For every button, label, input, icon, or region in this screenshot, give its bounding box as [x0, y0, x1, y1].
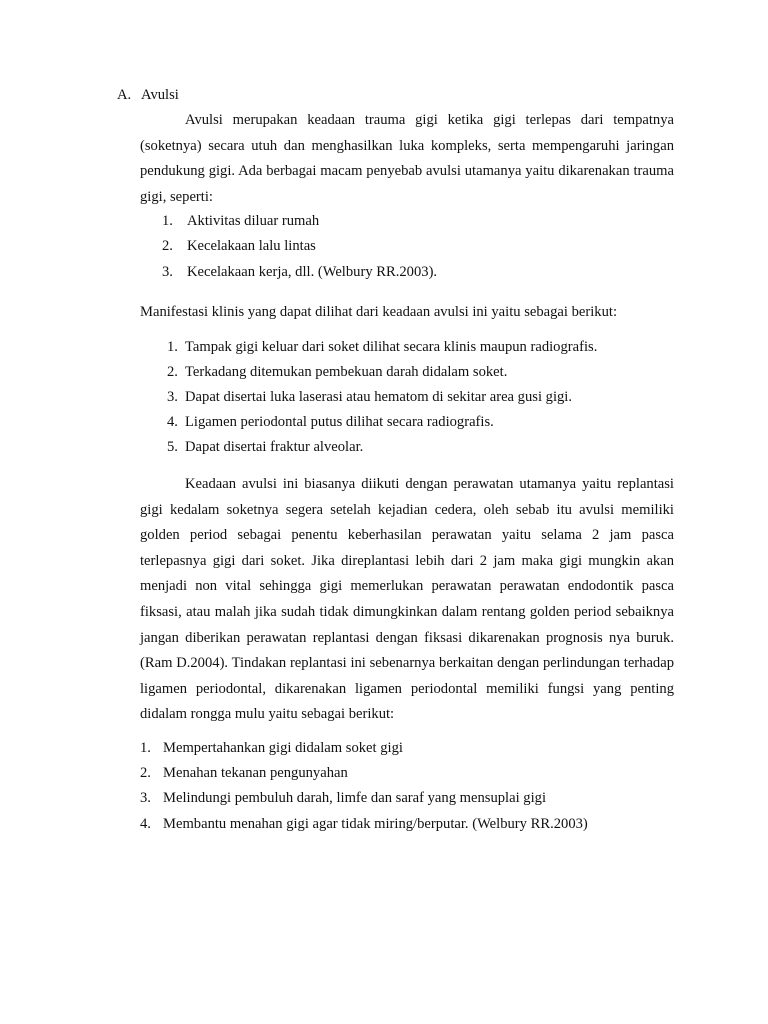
list-text: Dapat disertai fraktur alveolar.: [185, 439, 364, 456]
list-item: [162, 211, 437, 236]
list-item: [167, 387, 597, 412]
section-marker: A.: [117, 87, 132, 103]
causes-list: [162, 211, 437, 287]
list-item: [167, 362, 597, 387]
list-number: 3.: [167, 389, 178, 406]
list-item: [167, 337, 597, 362]
list-text: Kecelakaan kerja, dll. (Welbury RR.2003).: [187, 263, 438, 280]
treatment-paragraph: Keadaan avulsi ini biasanya diikuti dengan perawatan utamanya yaitu replantasi gigi kedalam soketnya segera setelah kejadian cedera, oleh sebab itu avulsi memiliki golden period sebagai penentu keberhasilan perawatan yaitu selama 2 jam pasca terlepasnya gigi dari soket. Jika direplantasi lebih dari 2 jam maka gigi mungkin akan menjadi non vital sehingga gigi memerlukan perawatan perawatan endodontik pasca fiksasi, atau malah jika sudah tidak dimungkinkan dalam rentang golden period sebaiknya jangan diberikan perawatan replantasi dengan fiksasi dikarenakan prognosis nya buruk. (Ram D.2004). Tindakan replantasi ini sebenarnya berkaitan dengan perlindungan terhadap ligamen periodontal, dikarenakan ligamen periodontal memiliki fungsi yang penting didalam rongga mulu yaitu sebagai berikut:: [140, 476, 674, 723]
section-heading: [117, 87, 179, 104]
list-text: Mempertahankan gigi didalam soket gigi: [163, 740, 403, 756]
list-text: Terkadang ditemukan pembekuan darah didalam soket.: [185, 364, 508, 381]
list-item: [140, 738, 588, 763]
list-number: 2.: [140, 765, 151, 782]
list-number: 4.: [167, 414, 178, 431]
list-text: Melindungi pembuluh darah, limfe dan saraf yang mensuplai gigi: [163, 790, 546, 807]
list-item: [140, 763, 588, 788]
list-text: Ligamen periodontal putus dilihat secara radiografis.: [185, 414, 494, 431]
list-text: Menahan tekanan pengunyahan: [163, 765, 348, 782]
list-number: 5.: [167, 439, 178, 456]
functions-list: [140, 738, 588, 839]
list-item: [167, 437, 597, 462]
list-item: [140, 814, 588, 839]
list-number: 1.: [167, 339, 178, 355]
list-number: 1.: [140, 740, 151, 756]
manifestations-paragraph: Manifestasi klinis yang dapat dilihat dari keadaan avulsi ini yaitu sebagai berikut:: [140, 304, 618, 320]
list-number: 3.: [162, 263, 173, 280]
list-item: [162, 236, 437, 261]
list-text: Aktivitas diluar rumah: [187, 213, 320, 229]
list-item: [140, 788, 588, 813]
list-number: 2.: [162, 238, 173, 255]
list-text: Membantu menahan gigi agar tidak miring/berputar. (Welbury RR.2003): [163, 815, 588, 832]
list-number: 3.: [140, 790, 151, 807]
list-text: Dapat disertai luka laserasi atau hematom di sekitar area gusi gigi.: [185, 389, 573, 406]
list-item: [167, 412, 597, 437]
list-number: 2.: [167, 364, 178, 381]
list-number: 1.: [162, 213, 173, 229]
list-text: Tampak gigi keluar dari soket dilihat secara klinis maupun radiografis.: [185, 339, 598, 355]
list-item: [162, 262, 437, 287]
section-title: Avulsi: [141, 87, 179, 103]
manifestations-list: [167, 337, 597, 462]
list-number: 4.: [140, 815, 151, 832]
list-text: Kecelakaan lalu lintas: [187, 238, 316, 255]
intro-paragraph: Avulsi merupakan keadaan trauma gigi ketika gigi terlepas dari tempatnya (soketnya) secara utuh dan menghasilkan luka kompleks, serta mempengaruhi jaringan pendukung gigi. Ada berbagai macam penyebab avulsi utamanya yaitu dikarenakan trauma gigi, seperti:: [140, 112, 674, 205]
